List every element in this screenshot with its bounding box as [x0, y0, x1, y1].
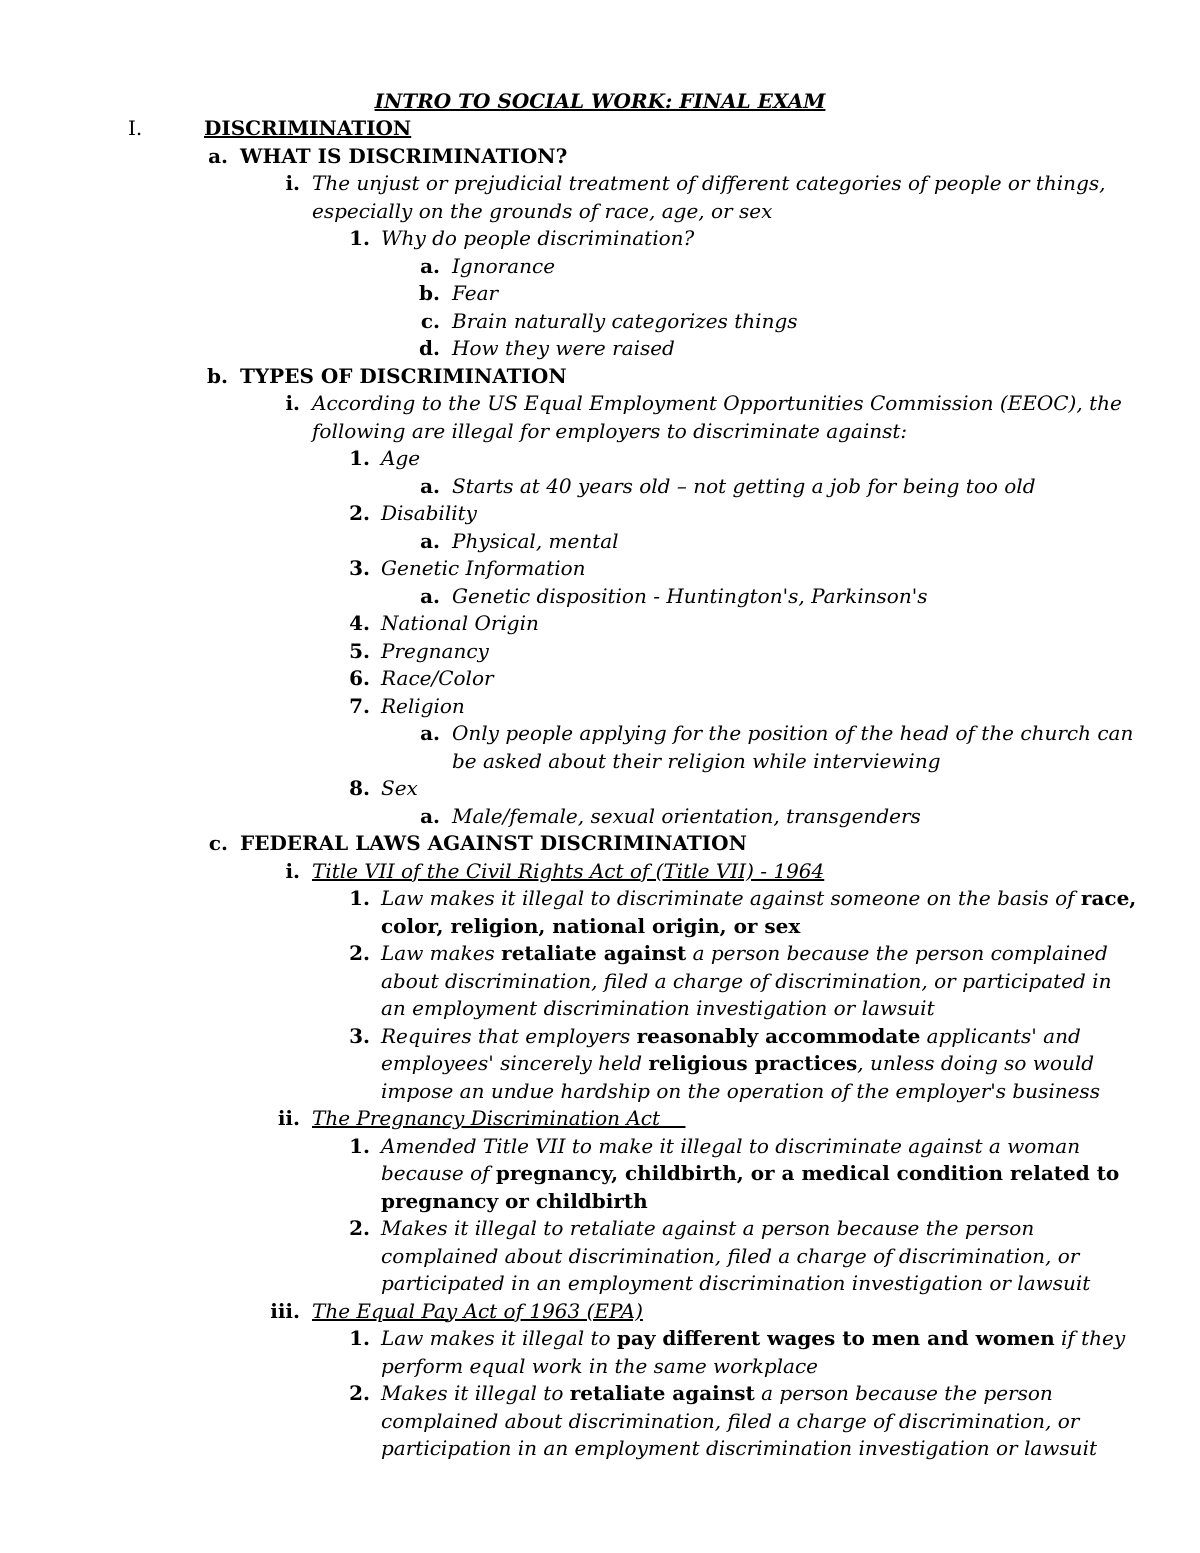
item-marker: 2. — [349, 1216, 370, 1240]
outline-item — [0, 335, 1200, 363]
item-text-line — [452, 280, 498, 308]
item-text: because of — [381, 1161, 496, 1185]
item-text-line — [381, 1188, 648, 1216]
item-text-line — [312, 170, 1106, 198]
item-text: an employment discrimination investigation or lawsuit — [381, 996, 935, 1020]
bold-text: pay different wages to men and women — [616, 1326, 1055, 1350]
item-marker: 5. — [349, 638, 370, 663]
bold-text: color, religion, national origin, or sex — [381, 913, 801, 938]
outline-item — [0, 583, 1200, 611]
item-text: According to the US Equal Employment Opportunities Commission (EEOC), the — [312, 391, 1122, 415]
item-text: Law makes it illegal to discriminate against someone on the basis of — [381, 886, 1081, 910]
item-marker: I. — [128, 116, 143, 140]
item-marker: b. — [207, 363, 228, 388]
item-text-line — [312, 198, 772, 226]
item-text-line — [381, 995, 935, 1023]
item-text: be asked about their religion while interviewing — [452, 748, 941, 773]
item-text: Race/Color — [381, 666, 494, 690]
item-text: The Pregnancy Discrimination Act — [312, 1106, 686, 1130]
item-text: Why do people discrimination? — [381, 226, 695, 250]
bold-text: religious practices — [648, 1051, 858, 1075]
item-text-line — [381, 1215, 1034, 1243]
item-marker: 7. — [349, 693, 370, 718]
item-marker: a. — [420, 583, 440, 608]
outline-item — [0, 143, 1200, 171]
outline-item — [0, 775, 1200, 803]
outline-item — [0, 638, 1200, 666]
outline-item — [0, 555, 1200, 583]
item-text-line — [381, 693, 465, 721]
item-text: Age — [381, 446, 421, 470]
item-text: Pregnancy — [381, 638, 489, 663]
item-text: Disability — [381, 501, 477, 525]
item-text: Religion — [381, 693, 465, 718]
item-marker: i. — [285, 171, 300, 195]
bold-text: reasonably accommodate — [636, 1023, 921, 1048]
item-text: following are illegal for employers to discriminate against: — [312, 418, 908, 443]
item-text: Brain naturally categorizes things — [452, 308, 798, 333]
item-text: a person because the person complained — [686, 941, 1108, 965]
item-marker: 1. — [349, 1133, 370, 1158]
item-text-line — [381, 1160, 1119, 1188]
item-text: The unjust or prejudicial treatment of different categories of people or things, — [312, 171, 1106, 195]
item-text-line — [381, 1325, 1125, 1353]
item-marker: 3. — [349, 556, 370, 580]
item-text-line — [381, 1435, 1097, 1463]
bold-text: retaliate against — [569, 1381, 755, 1405]
item-marker: 2. — [349, 941, 370, 965]
outline-item — [0, 115, 1200, 143]
outline-item — [0, 1325, 1200, 1380]
outline-item — [0, 665, 1200, 693]
outline-item — [0, 473, 1200, 501]
item-text: Law makes it illegal to — [381, 1326, 617, 1350]
item-marker: 6. — [349, 666, 370, 690]
item-marker: 8. — [349, 776, 370, 800]
item-marker: a. — [420, 803, 440, 828]
item-text: Sex — [381, 776, 418, 800]
item-text: complained about discrimination, filed a charge of discrimination, or — [381, 1243, 1080, 1268]
item-marker: i. — [285, 391, 300, 415]
outline-item — [0, 390, 1200, 445]
item-text-line — [381, 940, 1108, 968]
outline-item — [0, 940, 1200, 1023]
item-text-line — [381, 555, 586, 583]
item-text-line — [381, 885, 1136, 913]
item-text-line — [452, 583, 927, 611]
item-text-line — [381, 225, 694, 253]
outline-item — [0, 1215, 1200, 1298]
item-text: Ignorance — [452, 253, 556, 278]
item-text: impose an undue hardship on the operation of the employer's business — [381, 1078, 1100, 1103]
item-text: Genetic disposition - Huntington's, Parkinson's — [452, 583, 928, 608]
item-text: Fear — [452, 281, 499, 305]
item-marker: a. — [420, 253, 440, 278]
item-text-line — [381, 968, 1111, 996]
item-text-line — [381, 665, 494, 693]
outline-item — [0, 170, 1200, 225]
item-marker: a. — [420, 473, 440, 498]
item-marker: 4. — [349, 611, 370, 635]
item-marker: 2. — [349, 1381, 370, 1405]
item-text: WHAT IS DISCRIMINATION? — [240, 143, 568, 168]
outline-item — [0, 280, 1200, 308]
item-text: employees' sincerely held — [381, 1051, 649, 1075]
item-text: participation in an employment discrimination investigation or lawsuit — [381, 1436, 1097, 1460]
item-marker: d. — [419, 336, 440, 360]
item-text-line — [381, 1050, 1094, 1078]
item-text: National Origin — [381, 611, 539, 635]
item-text: , unless doing so would — [857, 1051, 1095, 1075]
outline-item — [0, 1298, 1200, 1326]
item-text-line — [312, 1105, 685, 1133]
item-text-line — [240, 363, 567, 391]
item-text: especially on the grounds of race, age, or sex — [312, 198, 773, 223]
item-text-line — [381, 1133, 1080, 1161]
item-text: Amended Title VII to make it illegal to discriminate against a woman — [381, 1133, 1081, 1158]
item-text: TYPES OF DISCRIMINATION — [240, 363, 567, 388]
outline-item — [0, 225, 1200, 253]
outline-item — [0, 1133, 1200, 1216]
item-text: Genetic Information — [381, 556, 586, 580]
outline-item — [0, 253, 1200, 281]
outline-item — [0, 885, 1200, 940]
item-text: perform equal work in the same workplace — [381, 1353, 819, 1378]
item-text-line — [312, 418, 907, 446]
item-text: How they were raised — [452, 336, 675, 360]
item-text-line — [381, 445, 420, 473]
item-text: a person because the person — [754, 1381, 1053, 1405]
item-text-line — [381, 1078, 1100, 1106]
item-text-line — [452, 253, 555, 281]
item-text: Makes it illegal to — [381, 1381, 570, 1405]
item-marker: 3. — [349, 1023, 370, 1048]
item-text-line — [381, 775, 418, 803]
item-marker: a. — [420, 528, 440, 553]
item-text: Only people applying for the position of the head of the church can — [452, 721, 1134, 745]
item-marker: ii. — [277, 1106, 300, 1130]
item-text-line — [381, 913, 800, 941]
outline-item — [0, 693, 1200, 721]
item-text-line — [452, 803, 921, 831]
item-marker: c. — [208, 831, 228, 855]
item-text-line — [381, 1408, 1079, 1436]
outline-item — [0, 445, 1200, 473]
item-text-line — [452, 528, 619, 556]
document-title: INTRO TO SOCIAL WORK: FINAL EXAM — [374, 89, 826, 113]
outline-item — [0, 803, 1200, 831]
outline-item — [0, 308, 1200, 336]
item-marker: b. — [419, 281, 440, 305]
outline-item — [0, 528, 1200, 556]
item-text-line — [240, 830, 747, 858]
item-text-line — [381, 1353, 818, 1381]
item-marker: 1. — [349, 446, 370, 470]
item-text-line — [381, 1023, 1081, 1051]
item-marker: a. — [420, 721, 440, 745]
item-text-line — [381, 1270, 1090, 1298]
item-text: complained about discrimination, filed a charge of discrimination, or — [381, 1408, 1080, 1433]
item-marker: iii. — [270, 1298, 300, 1323]
bold-text: pregnancy or childbirth — [381, 1188, 648, 1213]
item-text: Law makes — [381, 941, 502, 965]
item-marker: 2. — [349, 501, 370, 525]
outline-item — [0, 610, 1200, 638]
item-text-line — [312, 858, 824, 886]
item-marker: c. — [420, 308, 440, 333]
item-text-line — [381, 610, 539, 638]
item-text: about discrimination, filed a charge of discrimination, or participated in — [381, 968, 1112, 993]
item-text-line — [312, 390, 1122, 418]
item-marker: 1. — [349, 226, 370, 250]
item-text-line — [452, 308, 798, 336]
item-text: if they — [1054, 1326, 1126, 1350]
outline-item — [0, 1023, 1200, 1106]
item-text: Requires that employers — [381, 1023, 637, 1048]
item-text: DISCRIMINATION — [204, 116, 412, 140]
item-text-line — [452, 720, 1133, 748]
item-text: Physical, mental — [452, 528, 619, 553]
outline-item — [0, 363, 1200, 391]
item-marker: 1. — [349, 886, 370, 910]
item-text-line — [452, 335, 675, 363]
item-text-line — [452, 473, 1036, 501]
item-marker: 1. — [349, 1326, 370, 1350]
item-marker: a. — [208, 143, 228, 168]
item-text: FEDERAL LAWS AGAINST DISCRIMINATION — [240, 831, 747, 855]
item-text: Title VII of the Civil Rights Act of (Title VII) - 1964 — [312, 858, 825, 883]
outline-item — [0, 858, 1200, 886]
outline-item — [0, 1105, 1200, 1133]
item-text-line — [204, 115, 411, 143]
item-text: participated in an employment discrimination investigation or lawsuit — [381, 1271, 1091, 1295]
item-marker: i. — [285, 858, 300, 883]
item-text: Male/female, sexual orientation, transgenders — [452, 803, 921, 828]
item-text-line — [312, 1298, 643, 1326]
item-text: The Equal Pay Act of 1963 (EPA) — [312, 1298, 643, 1323]
bold-text: pregnancy, childbirth, or a medical condition related to — [495, 1161, 1120, 1185]
outline-item — [0, 500, 1200, 528]
item-text-line — [381, 1243, 1079, 1271]
item-text-line — [452, 748, 941, 776]
item-text: Makes it illegal to retaliate against a person because the person — [381, 1216, 1035, 1240]
bold-text: retaliate against — [501, 941, 687, 965]
item-text-line — [240, 143, 567, 171]
item-text-line — [381, 500, 477, 528]
item-text: Starts at 40 years old – not getting a job for being too old — [452, 473, 1036, 498]
bold-text: race, — [1080, 886, 1137, 910]
item-text: applicants' and — [920, 1023, 1081, 1048]
outline-item — [0, 720, 1200, 775]
item-text-line — [381, 1380, 1053, 1408]
item-text-line — [381, 638, 489, 666]
outline-item — [0, 830, 1200, 858]
outline-item — [0, 1380, 1200, 1463]
